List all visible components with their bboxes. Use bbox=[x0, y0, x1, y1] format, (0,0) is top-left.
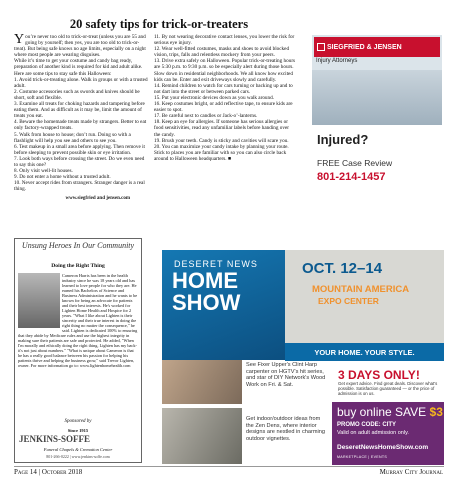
article-paragraph: 3. Examine all treats for choking hazards and tampering before eating them. And as difficult as it may be, limit the amount of treats you eat. bbox=[14, 101, 145, 120]
article-paragraph: ou’re never too old to trick-or-treat (unless you are 55 and going by yourself; then yes, you are too old to trick-or-treat). But being safe knows no age limits, especially on a night where most people are wearing disguises. bbox=[14, 34, 146, 59]
valid-note: Valid on adult admission only. bbox=[337, 430, 409, 436]
three-days-label: 3 DAYS ONLY! bbox=[338, 368, 420, 382]
article-paragraph: 4. Beware the homemade treats made by strangers. Better to eat only factory-wrapped treats. bbox=[14, 119, 147, 132]
guest-text-2: Get indoor/outdoor ideas from the Zen Dens, where interior designs are nestled in charming outdoor vignettes. bbox=[246, 416, 325, 442]
venue-line-1: MOUNTAIN AMERICA bbox=[312, 284, 410, 295]
zen-dens-photo bbox=[162, 408, 242, 464]
unsung-heroes-box bbox=[14, 238, 142, 463]
show-dates: OCT. 12–14 bbox=[302, 260, 383, 277]
sj-phone[interactable]: 801-214-1457 bbox=[317, 171, 386, 183]
sponsor-label: Sponsored by bbox=[64, 419, 92, 424]
home-show-url[interactable]: DeseretNewsHomeShow.com bbox=[337, 444, 429, 451]
deseret-news-label: DESERET NEWS bbox=[174, 259, 258, 269]
article-paragraph: While it’s time to get your costume and candy bag ready, preparation of another kind is required for kid and adult alike. Here are some tips to stay safe this Halloween: bbox=[14, 58, 143, 77]
sj-logo bbox=[314, 37, 440, 57]
unsung-body-text: Cameron Harris has been in the health industry since he was 18 years old and has learned to love people for who they are. He earned his Bachelors of Science and Business Administration and he wants to be known for being an advocate for patients and their best interests. He's worked for Lighten Home Health and Hospice for 2 years. "What I like about Lighten is their sincerity and their true interest in doing the right thing no matter the consequence," he said. Lighten is dedicated 100% to ensuring that they abide by Medicare rules and use the highest integrity in making sure their patients are safe and protected. He added, "When I'm morally and ethically doing the right thing, Lighten has my back- it's not just about numbers." "What is unique about Cameron is that he has a really good balance between his passion for helping his patients thrive and helping the business grow," said Trevor Lighten, owner. For more information go to: www.lightenhomehealth.com bbox=[18, 273, 138, 368]
article-paragraph: 7. Look both ways before crossing the street. Do we even need to say this one? bbox=[14, 155, 145, 168]
home-show-banner bbox=[162, 250, 285, 360]
article-paragraph: 9. Do not enter a home without a trusted adult. bbox=[14, 174, 111, 181]
article-paragraph: 1. Avoid trick-or-treating alone. Walk in groups or with a trusted adult. bbox=[14, 76, 148, 89]
article-paragraph: 14. Remind children to watch for cars turning or backing up and to not dart into the street or between parked cars. bbox=[154, 82, 293, 95]
unsung-heading: Unsung Heroes In Our Community bbox=[21, 241, 135, 250]
funeral-tagline: Funeral Chapels & Cremation Center bbox=[43, 447, 113, 452]
article-paragraph: 20. You can maximize your candy intake by planning your route. Stick to places you are familiar with so you can also circle back around to Halloween headquarters. ■ bbox=[154, 143, 289, 162]
sj-headline: Injured? bbox=[317, 132, 369, 147]
sj-photo bbox=[312, 70, 442, 125]
footer-rule bbox=[14, 466, 444, 467]
buy-online-line: buy online SAVE $3 bbox=[337, 405, 443, 419]
save-amount: $3 bbox=[429, 405, 443, 419]
tagline-bar: YOUR HOME. YOUR STYLE. bbox=[285, 343, 444, 361]
article-column-1 bbox=[14, 34, 148, 192]
article-paragraph: 17. Be careful next to candles or Jack-o’-lanterns. bbox=[154, 113, 258, 120]
sj-firm-name: SIEGFRIED & JENSEN bbox=[327, 43, 402, 51]
deals-text: Get expert advice. Find great deals. Discover what's possible. Satisfaction guaranteed — or the price of admission is on us. bbox=[338, 381, 438, 396]
jenkins-soffe-logo: JENKINS-SOFFE bbox=[19, 434, 91, 444]
page-number: Page 14 | October 2018 bbox=[14, 468, 83, 476]
sj-review: FREE Case Review bbox=[317, 158, 393, 168]
venue-line-2: EXPO CENTER bbox=[318, 296, 379, 306]
article-paragraph: 19. Brush your teeth. Candy is sticky and cavities will scare you. bbox=[154, 137, 289, 144]
article-paragraph: 2. Costume accessories such as swords and knives should be short, soft and flexible. bbox=[14, 88, 140, 101]
sj-logo-icon bbox=[317, 43, 325, 51]
sj-subtitle: Injury Attorneys bbox=[316, 58, 358, 64]
article-paragraph: 8. Only visit well-lit houses. bbox=[14, 168, 73, 175]
home-label: HOME bbox=[172, 268, 238, 293]
events-label: MARKETPLACE | EVENTS bbox=[337, 455, 388, 459]
article-paragraph: 15. Put your electronic devices down as you walk around. bbox=[154, 94, 275, 101]
article-paragraph: 13. Drive extra safely on Halloween. Popular trick-or-treating hours are 5:30 p.m. to 9:30 p.m. so be especially alert during those hours. Slow down in residential neighborhoods. We all know how excited kids can be. Enter and exit driveways slowly and carefully. bbox=[154, 58, 296, 83]
jenkins-phone[interactable]: 801-266-0222 | www.jenkins-soffe.com bbox=[46, 454, 110, 459]
article-paragraph: 18. Keep an eye for allergies. If someone has serious allergies or food sensitivities, read any unfamiliar labels before handing over the candy. bbox=[154, 119, 289, 138]
article-paragraph: 11. By not wearing decorative contact lenses, you lower the risk for serious eye injury. bbox=[154, 34, 295, 47]
article-paragraph: 6. Test makeup in a small area before applying. Then remove it before sleeping to prevent possible skin or eye irritation. bbox=[14, 143, 145, 156]
publication-name: Murray City Journal bbox=[379, 468, 443, 476]
article-title: 20 safety tips for trick-or-treaters bbox=[69, 17, 249, 31]
article-paragraph: 10. Never accept rides from strangers. Stranger danger is a real thing. bbox=[14, 180, 145, 193]
clint-harp-photo bbox=[162, 360, 242, 404]
guest-text-1: See Fixer Upper's Clint Harp carpenter on HGTV's hit series, and star of DIY Network's Wood Work on Fri. & Sat. bbox=[246, 362, 326, 388]
home-show-ad[interactable] bbox=[162, 250, 444, 465]
siegfried-jensen-ad[interactable] bbox=[312, 35, 442, 207]
promo-code: PROMO CODE: CITY bbox=[337, 422, 397, 428]
article-paragraph: 5. Walk from house to house; don’t run. Doing so with a flashlight will help you see and others to see you. bbox=[14, 131, 131, 144]
since-label: Since 1915 bbox=[67, 428, 89, 433]
unsung-body bbox=[18, 273, 138, 368]
article-paragraph: 16. Keep costumes bright, or add reflective tape, to ensure kids are easier to spot. bbox=[154, 101, 293, 114]
unsung-subhead: Doing the Right Thing bbox=[51, 263, 105, 269]
show-label: SHOW bbox=[172, 290, 241, 315]
drop-cap: Y bbox=[14, 32, 25, 47]
sj-url[interactable]: www.siegfried and jensen.com bbox=[65, 196, 130, 201]
article-column-2 bbox=[154, 34, 296, 162]
article-paragraph: 12. Wear well-fitted costumes, masks and shoes to avoid blocked vision, trips, falls and relentless mockery from your peers. bbox=[154, 46, 290, 59]
buy-online-panel[interactable] bbox=[332, 402, 444, 465]
